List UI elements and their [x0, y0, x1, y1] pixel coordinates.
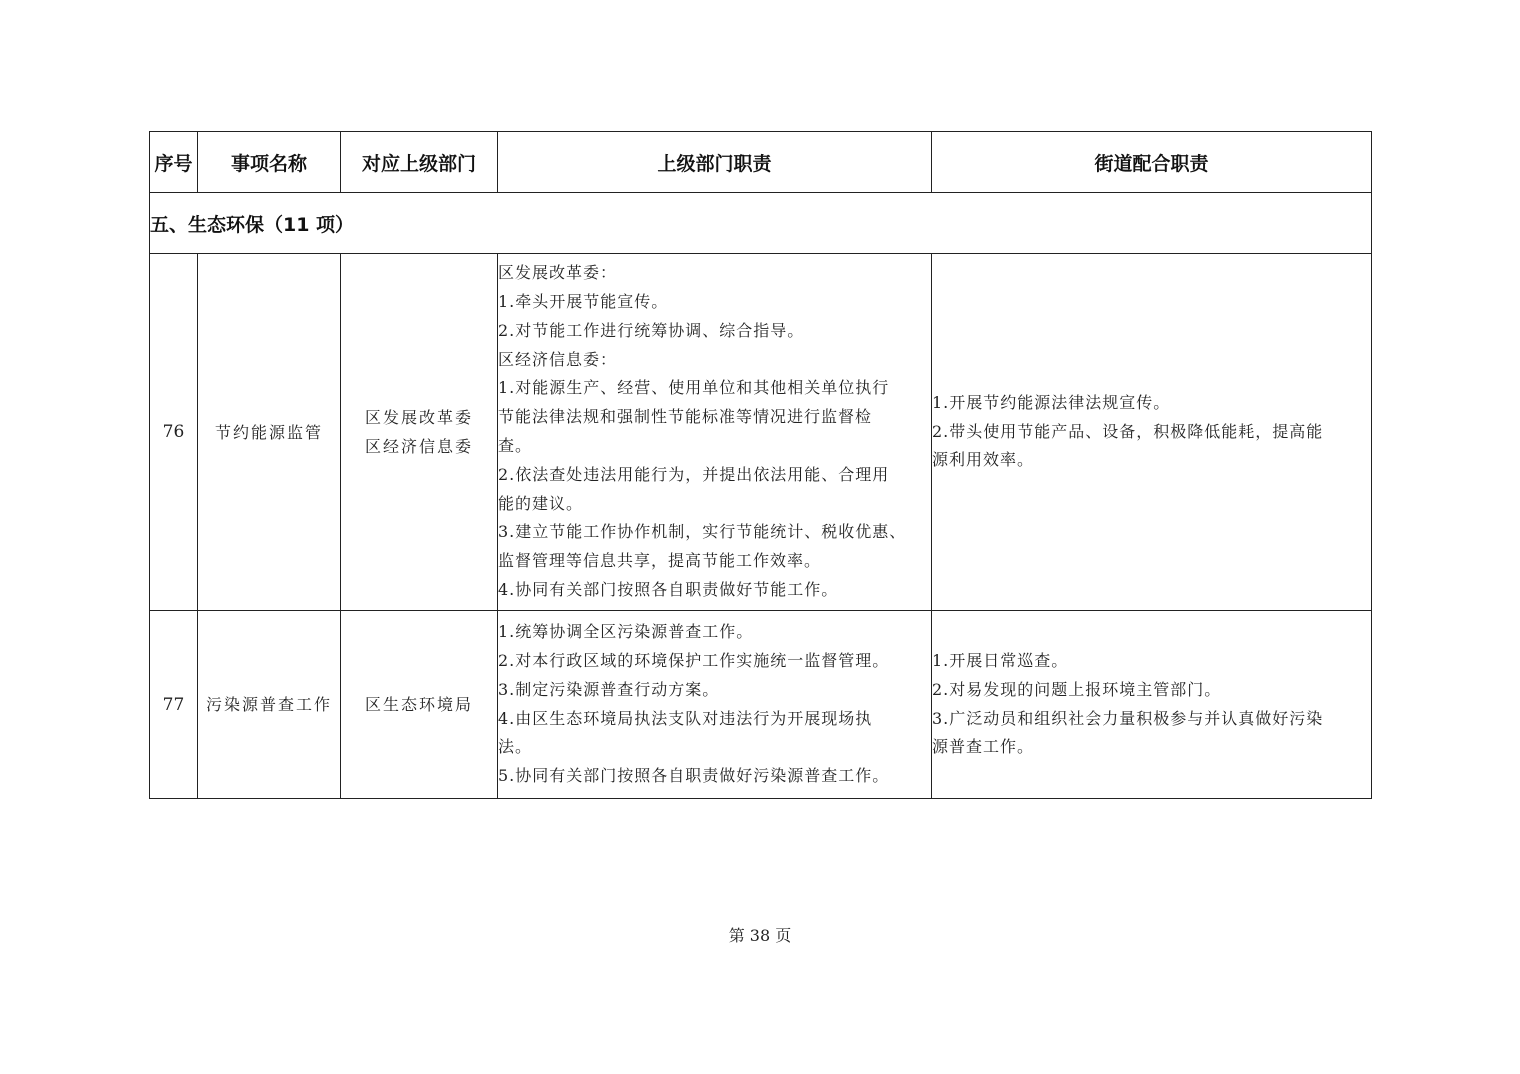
table-row	[150, 611, 1372, 799]
street-duty-line: 3.广泛动员和组织社会力量积极参与并认真做好污染	[932, 708, 1324, 728]
row-seq: 76	[150, 254, 198, 611]
upper-duty-line: 查。	[498, 436, 533, 455]
upper-duty-line: 2.依法查处违法用能行为，并提出依法用能、合理用	[498, 464, 890, 484]
upper-duty-line: 3.建立节能工作协作机制，实行节能统计、税收优惠、	[498, 522, 907, 542]
section-title: 五、生态环保（11 项）	[150, 193, 1372, 254]
header-upper-department: 对应上级部门	[341, 132, 498, 193]
row-street-duty	[932, 254, 1372, 611]
header-item-name: 事项名称	[198, 132, 341, 193]
page-number: 第 38 页	[728, 926, 792, 945]
upper-duty-line: 5.协同有关部门按照各自职责做好污染源普查工作。	[498, 766, 890, 786]
upper-duty-line: 4.由区生态环境局执法支队对违法行为开展现场执	[498, 708, 873, 728]
row-item-name: 污染源普查工作	[198, 611, 341, 799]
dept-line: 区发展改革委	[364, 408, 473, 427]
upper-duty-line: 2.对节能工作进行统筹协调、综合指导。	[498, 320, 805, 340]
header-street-duty: 街道配合职责	[932, 132, 1372, 193]
row-upper-department	[341, 611, 498, 799]
header-seq: 序号	[150, 132, 198, 193]
upper-duty-line: 能的建议。	[498, 493, 584, 513]
table-row	[150, 254, 1372, 611]
row-upper-duty	[498, 611, 932, 799]
street-duty-line: 源普查工作。	[932, 737, 1035, 757]
upper-duty-line: 法。	[498, 737, 533, 757]
upper-duty-line: 3.制定污染源普查行动方案。	[498, 679, 720, 699]
header-row	[150, 132, 1372, 193]
section-row	[150, 193, 1372, 254]
upper-duty-line: 2.对本行政区域的环境保护工作实施统一监督管理。	[498, 650, 890, 670]
row-item-name: 节约能源监管	[198, 254, 341, 611]
street-duty-line: 1.开展节约能源法律法规宣传。	[932, 392, 1171, 412]
row-upper-department	[341, 254, 498, 611]
dept-line: 区经济信息委	[364, 437, 473, 456]
row-upper-duty	[498, 254, 932, 611]
upper-duty-line: 区发展改革委：	[498, 263, 618, 283]
upper-duty-line: 1.牵头开展节能宣传。	[498, 292, 669, 312]
street-duty-line: 2.对易发现的问题上报环境主管部门。	[932, 679, 1222, 699]
responsibility-table	[149, 131, 1372, 799]
upper-duty-line: 节能法律法规和强制性节能标准等情况进行监督检	[498, 407, 873, 427]
row-seq: 77	[150, 611, 198, 799]
upper-duty-line: 1.对能源生产、经营、使用单位和其他相关单位执行	[498, 378, 890, 398]
upper-duty-line: 4.协同有关部门按照各自职责做好节能工作。	[498, 579, 839, 599]
upper-duty-line: 区经济信息委：	[498, 349, 618, 369]
dept-line: 区生态环境局	[364, 695, 473, 714]
street-duty-line: 2.带头使用节能产品、设备，积极降低能耗，提高能	[932, 421, 1324, 441]
row-street-duty	[932, 611, 1372, 799]
upper-duty-line: 监督管理等信息共享，提高节能工作效率。	[498, 551, 822, 571]
street-duty-line: 1.开展日常巡查。	[932, 650, 1069, 670]
upper-duty-line: 1.统筹协调全区污染源普查工作。	[498, 622, 754, 642]
header-upper-duty: 上级部门职责	[498, 132, 932, 193]
street-duty-line: 源利用效率。	[932, 450, 1035, 470]
